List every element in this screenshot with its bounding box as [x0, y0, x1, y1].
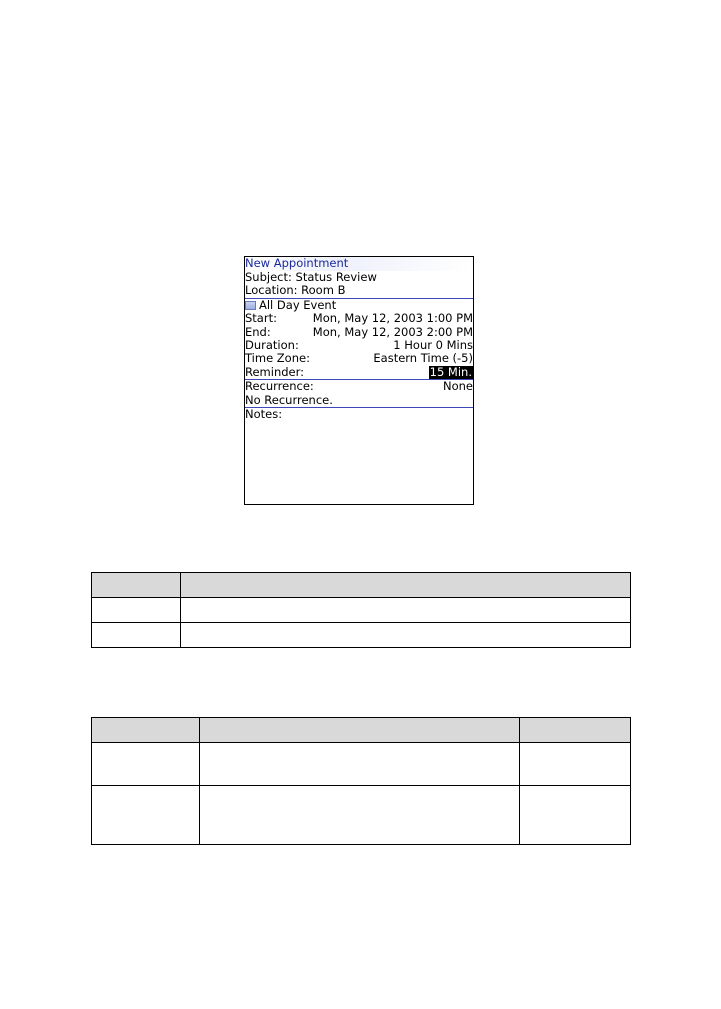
table-cell [200, 786, 520, 845]
location-field[interactable] [245, 284, 473, 297]
all-day-event-row[interactable] [245, 299, 473, 312]
subject-text: Subject: Status Review [245, 270, 377, 284]
table-header-cell [92, 718, 200, 743]
location-text: Location: Room B [245, 283, 346, 298]
reminder-label: Reminder: [245, 364, 305, 379]
table-row [92, 786, 631, 845]
start-label: Start: [245, 311, 277, 326]
end-value: Mon, May 12, 2003 2:00 PM [312, 324, 473, 339]
table-header-cell [181, 573, 631, 598]
duration-row[interactable] [245, 339, 473, 352]
table-header-row [92, 718, 631, 743]
start-row[interactable] [245, 312, 473, 325]
duration-label: Duration: [245, 337, 299, 352]
table-cell [181, 598, 631, 623]
end-label: End: [245, 324, 271, 339]
table-cell [92, 598, 181, 623]
duration-value: 1 Hour 0 Mins [393, 337, 473, 352]
notes-area[interactable] [245, 421, 473, 505]
timezone-row[interactable] [245, 352, 473, 365]
table-cell [520, 786, 631, 845]
notes-row[interactable] [245, 408, 473, 421]
start-value: Mon, May 12, 2003 1:00 PM [312, 311, 473, 326]
reminder-value[interactable]: 15 Min. [429, 364, 472, 379]
no-recurrence-text: No Recurrence. [245, 392, 333, 407]
table-2 [91, 717, 631, 845]
all-day-event-label: All Day Event [259, 297, 337, 312]
reminder-row[interactable] [245, 366, 473, 379]
timezone-label: Time Zone: [245, 351, 310, 366]
notes-label: Notes: [245, 406, 283, 421]
table-cell [92, 786, 200, 845]
table-cell [181, 623, 631, 648]
recurrence-row[interactable] [245, 380, 473, 393]
appointment-screen [244, 256, 474, 505]
all-day-event-checkbox[interactable] [245, 301, 256, 310]
table-row [92, 623, 631, 648]
recurrence-value: None [442, 379, 473, 394]
table-header-cell [520, 718, 631, 743]
table-header-cell [92, 573, 181, 598]
table-header-row [92, 573, 631, 598]
table-row [92, 743, 631, 786]
timezone-value: Eastern Time (-5) [373, 351, 473, 366]
screen-title: New Appointment [245, 257, 473, 271]
subject-field[interactable] [245, 271, 473, 284]
table-header-cell [200, 718, 520, 743]
recurrence-label: Recurrence: [245, 379, 314, 394]
table-cell [520, 743, 631, 786]
table-1 [91, 572, 631, 648]
table-cell [92, 623, 181, 648]
table-row [92, 598, 631, 623]
table-cell [92, 743, 200, 786]
table-cell [200, 743, 520, 786]
no-recurrence-row [245, 394, 473, 407]
end-row[interactable] [245, 326, 473, 339]
